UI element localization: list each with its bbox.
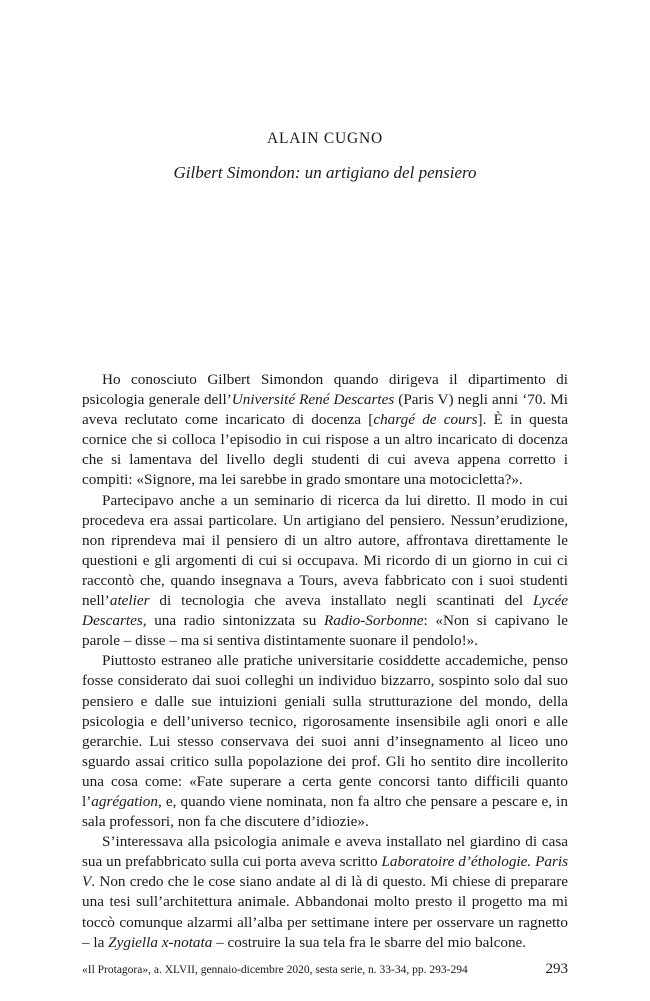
page-footer bbox=[82, 956, 568, 978]
text-run: S’interessava alla psicologia animale e aveva installato nel giardino di casa sua un prefabbricato sulla cui porta aveva scritto bbox=[82, 833, 568, 871]
journal-citation: «Il Protagora», a. XLVII, gennaio-dicembre 2020, sesta serie, n. 33-34, pp. 293-294 bbox=[82, 964, 468, 976]
paragraph bbox=[82, 832, 568, 953]
italic-run: atelier bbox=[109, 592, 150, 610]
page-number: 293 bbox=[545, 961, 568, 977]
italic-run: Université René Descartes bbox=[231, 391, 395, 409]
paragraph bbox=[82, 491, 568, 652]
text-run: . Non credo che le cose siano andate al di là di questo. Mi chiese di preparare una tesi sull’architettura animale. Abbandonai molto presto il progetto ma mi toccò comunque alzarmi all’alba per settimane intere per osservare un ragnetto – la bbox=[82, 873, 568, 951]
paragraph bbox=[82, 651, 568, 832]
text-run: : «Non si capivano le parole – disse – ma si sentiva distintamente suonare il pendolo!». bbox=[82, 612, 568, 650]
paragraph bbox=[82, 370, 568, 491]
text-run: (Paris V) negli anni ‘70. Mi aveva reclutato come incaricato di docenza [ bbox=[82, 391, 569, 429]
italic-run: Lycée Descartes bbox=[82, 592, 568, 630]
text-run: Piuttosto estraneo alle pratiche universitarie cosiddette accademiche, penso fosse considerato dai suoi colleghi un individuo bizzarro, sospinto solo dal suo pensiero e dalle sue intuizioni geniali sulla strutturazione del mondo, della psicologia e dell’universo tecnico, rigorosamente insensibile agli onori e alle gerarchie. Lui stesso conservava dei suoi anni d’insegnamento al liceo uno sguardo assai critico sulla popolazione dei prof. Gli ho sentito dire incollerito una cosa come: «Fate superare a certa gente concorsi tanto difficili quanto l’ bbox=[82, 652, 568, 810]
text-run: , e, quando viene nominata, non fa altro che pensare a pescare e, in sala professori, non fa che discutere d’idiozie». bbox=[82, 792, 568, 831]
italic-run: Laboratoire d’éthologie. Paris V bbox=[82, 853, 568, 891]
text-run: Partecipavo anche a un seminario di ricerca da lui diretto. Il modo in cui procedeva era assai particolare. Un artigiano del pensiero. Nessun’erudizione, non riprendeva mai il pensiero di un altro autore, affrontava direttamente le questioni e gli argomenti di cui si occupava. Mi ricordo di un giorno in cui ci raccontò che, quando insegnava a Tours, aveva fabbricato con i suoi studenti nell’ bbox=[82, 491, 568, 610]
text-run: – costruire la sua tela fra le sbarre del mio balcone. bbox=[212, 933, 527, 951]
article-body bbox=[82, 370, 568, 953]
text-run: , una radio sintonizzata su bbox=[142, 612, 324, 630]
article-title: Gilbert Simondon: un artigiano del pensiero bbox=[173, 163, 477, 182]
text-run: di tecnologia che aveva installato negli scantinati del bbox=[149, 592, 534, 610]
text-run: Ho conosciuto Gilbert Simondon quando dirigeva il dipartimento di psicologia generale dell’ bbox=[82, 371, 568, 409]
italic-run: agrégation bbox=[91, 792, 158, 810]
author-name: ALAIN CUGNO bbox=[267, 130, 383, 147]
italic-run: Zygiella x-notata bbox=[108, 933, 213, 951]
text-run: ]. È in questa cornice che si colloca l’episodio in cui rispose a un altro incaricato di docenza che si lamentava del livello degli studenti di cui aveva appena corretto i compiti: «Signore, ma lei sarebbe in grado smontare una motocicletta?». bbox=[82, 411, 568, 489]
italic-run: Radio-Sorbonne bbox=[323, 612, 424, 630]
italic-run: chargé de cours bbox=[373, 411, 478, 429]
